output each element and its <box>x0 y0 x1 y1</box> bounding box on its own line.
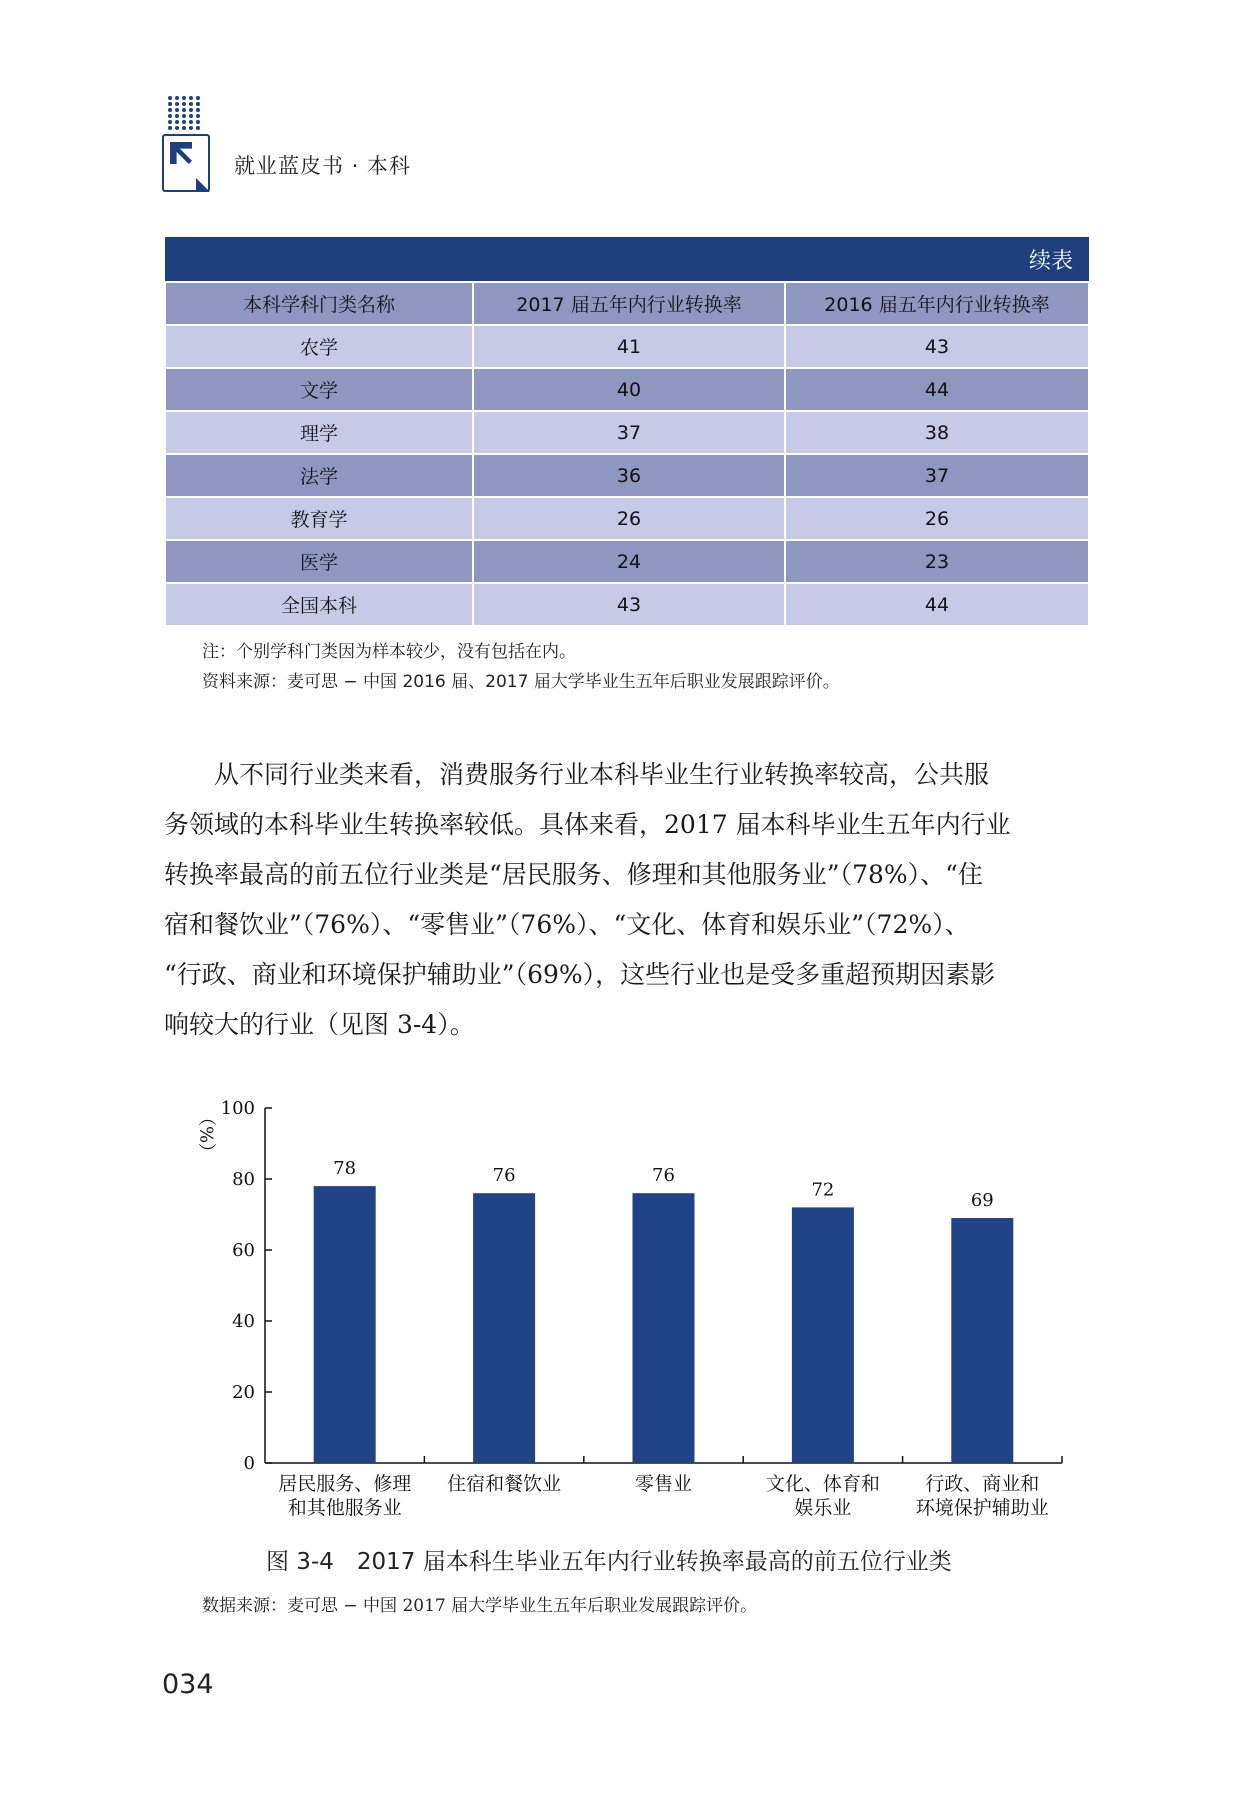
table-header-row <box>165 282 1089 325</box>
table-cell-value: 37 <box>785 454 1089 497</box>
category-label: 居民服务、修理 <box>278 1473 412 1495</box>
table-row <box>165 540 1089 583</box>
table-cell-value: 24 <box>473 540 785 583</box>
y-tick-label: 0 <box>243 1453 255 1474</box>
continuation-label: 续表 <box>165 237 1089 282</box>
bar <box>633 1193 695 1463</box>
table-cell-value: 44 <box>785 583 1089 626</box>
table-cell-discipline: 文学 <box>165 368 473 411</box>
data-label: 76 <box>492 1165 516 1187</box>
table-row <box>165 583 1089 626</box>
page-number: 034 <box>162 1669 214 1700</box>
column-header: 2016 届五年内行业转换率 <box>785 282 1089 325</box>
table-cell-value: 26 <box>785 497 1089 540</box>
y-tick-label: 80 <box>232 1169 255 1190</box>
category-label: 环境保护辅助业 <box>915 1497 1049 1519</box>
y-axis-label: （%） <box>195 1108 217 1162</box>
data-label: 76 <box>652 1165 675 1187</box>
table-cell-value: 44 <box>785 368 1089 411</box>
table-row <box>165 454 1089 497</box>
y-tick-label: 100 <box>220 1100 255 1119</box>
category-label: 零售业 <box>634 1473 693 1495</box>
y-tick-label: 20 <box>232 1382 255 1403</box>
table-row <box>165 368 1089 411</box>
bar-chart-svg <box>180 1100 1080 1540</box>
table-cell-discipline: 医学 <box>165 540 473 583</box>
book-title: 就业蓝皮书 · 本科 <box>234 154 412 178</box>
y-tick-label: 40 <box>232 1311 255 1332</box>
table-note: 注：个别学科门类因为样本较少，没有包括在内。 <box>202 642 576 662</box>
data-label: 69 <box>970 1190 994 1212</box>
body-paragraph <box>164 750 1092 1050</box>
paragraph-line: 务领域的本科毕业生转换率较低。具体来看，2017 届本科毕业生五年内行业 <box>164 810 1011 839</box>
table-cell-value: 40 <box>473 368 785 411</box>
table-cell-value: 43 <box>785 325 1089 368</box>
bar <box>473 1193 535 1463</box>
paragraph-line: 转换率最高的前五位行业类是“居民服务、修理和其他服务业”（78%）、“住 <box>164 860 983 889</box>
table-cell-discipline: 理学 <box>165 411 473 454</box>
paragraph-line: 响较大的行业（见图 3-4）。 <box>164 1010 475 1039</box>
bar-chart <box>180 1100 1080 1540</box>
column-header: 本科学科门类名称 <box>165 282 473 325</box>
data-table <box>164 237 1090 627</box>
bar <box>951 1218 1013 1463</box>
book-arrow-icon <box>162 134 210 192</box>
paragraph-line: 从不同行业类来看，消费服务行业本科毕业生行业转换率较高，公共服 <box>164 760 990 789</box>
table-cell-discipline: 教育学 <box>165 497 473 540</box>
figure-caption: 图 3-4 2017 届本科生毕业五年内行业转换率最高的前五位行业类 <box>266 1549 952 1575</box>
table-cell-discipline: 法学 <box>165 454 473 497</box>
category-label: 和其他服务业 <box>287 1497 402 1519</box>
table-cell-value: 41 <box>473 325 785 368</box>
table-row <box>165 325 1089 368</box>
table-cell-value: 23 <box>785 540 1089 583</box>
category-label: 住宿和餐饮业 <box>447 1473 562 1495</box>
table-cell-value: 38 <box>785 411 1089 454</box>
column-header: 2017 届五年内行业转换率 <box>473 282 785 325</box>
table-cell-value: 36 <box>473 454 785 497</box>
table-cell-value: 37 <box>473 411 785 454</box>
table-cell-discipline: 全国本科 <box>165 583 473 626</box>
data-label: 78 <box>333 1158 357 1180</box>
bar <box>314 1186 376 1463</box>
category-label: 文化、体育和 <box>765 1473 880 1495</box>
table-notes <box>202 637 840 697</box>
figure-source: 数据来源：麦可思 − 中国 2017 届大学毕业生五年后职业发展跟踪评价。 <box>202 1596 758 1616</box>
paragraph-line: “行政、商业和环境保护辅助业”（69%），这些行业也是受多重超预期因素影 <box>164 960 996 989</box>
running-header <box>162 92 562 202</box>
table-cell-discipline: 农学 <box>165 325 473 368</box>
category-label: 行政、商业和 <box>925 1473 1040 1495</box>
dot-pattern-icon <box>168 92 208 132</box>
y-tick-label: 60 <box>232 1240 255 1261</box>
table-row <box>165 411 1089 454</box>
data-label: 72 <box>811 1179 835 1201</box>
table-cell-value: 26 <box>473 497 785 540</box>
table-row <box>165 497 1089 540</box>
table-cell-value: 43 <box>473 583 785 626</box>
paragraph-line: 宿和餐饮业”（76%）、“零售业”（76%）、“文化、体育和娱乐业”（72%）、 <box>164 910 970 939</box>
bar <box>792 1207 854 1463</box>
table-source: 资料来源：麦可思 − 中国 2016 届、2017 届大学毕业生五年后职业发展跟踪评价。 <box>202 672 840 692</box>
category-label: 娱乐业 <box>794 1497 852 1519</box>
